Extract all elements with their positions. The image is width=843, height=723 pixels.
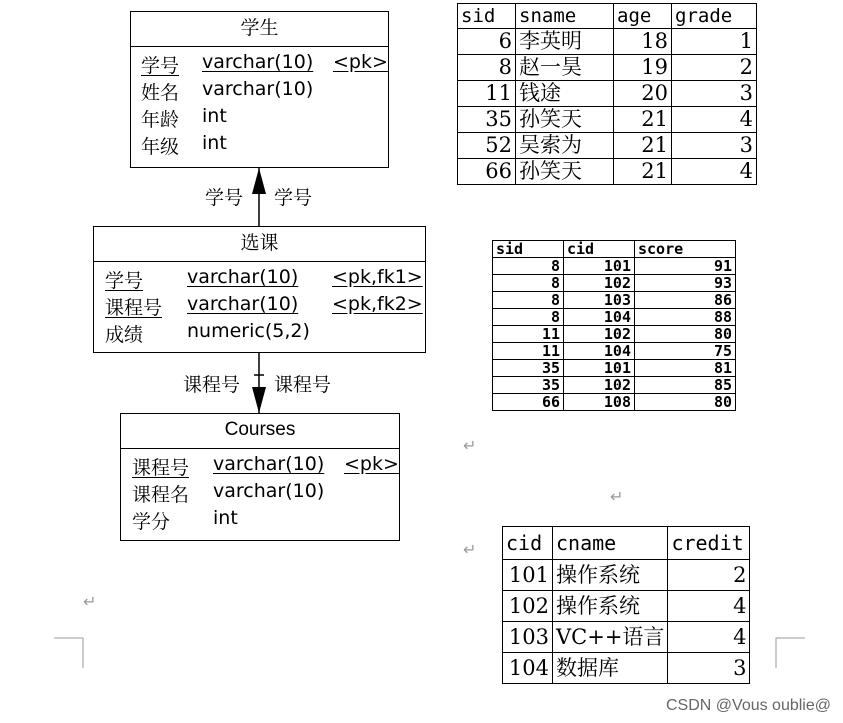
- attribute-type: varchar(10): [187, 266, 299, 288]
- table-cell: 102: [564, 326, 635, 343]
- table-cell: 11: [493, 343, 564, 360]
- attribute-type: int: [213, 507, 238, 529]
- table-row: [493, 394, 736, 411]
- table-row: [493, 377, 736, 394]
- table-cell: 李英明: [516, 29, 614, 55]
- page-corner-left-icon: [50, 634, 90, 674]
- page-corner-right-icon: [770, 634, 810, 674]
- table-cell: 91: [635, 258, 736, 275]
- table-cell: 102: [564, 377, 635, 394]
- table-row: [458, 81, 757, 107]
- table-cell: 80: [635, 394, 736, 411]
- table-cell: 21: [614, 107, 672, 133]
- column-header: sid: [493, 241, 564, 258]
- table-row: [458, 29, 757, 55]
- table-cell: 80: [635, 326, 736, 343]
- table-header-row: [503, 527, 750, 560]
- table-header-row: [493, 241, 736, 258]
- table-cell: 8: [493, 292, 564, 309]
- column-header: sid: [458, 4, 516, 29]
- table-cell: 钱途: [516, 81, 614, 107]
- table-cell: 数据库: [553, 653, 668, 684]
- attribute-key: <pk,fk1>: [332, 266, 423, 288]
- table-header-row: [458, 4, 757, 29]
- paragraph-mark-icon: ↵: [463, 540, 477, 559]
- table-cell: 3: [672, 133, 757, 159]
- table-cell: 104: [564, 343, 635, 360]
- table-cell: VC++语言: [553, 622, 668, 653]
- attribute-row: [94, 291, 425, 318]
- attribute-type: varchar(10): [213, 453, 325, 475]
- attribute-type: int: [202, 132, 227, 154]
- table-cell: 8: [493, 309, 564, 326]
- table-cell: 35: [493, 377, 564, 394]
- table-cell: 3: [672, 81, 757, 107]
- column-header: credit: [668, 527, 750, 560]
- table-cell: 108: [564, 394, 635, 411]
- attribute-row: [121, 451, 399, 478]
- table-cell: 35: [458, 107, 516, 133]
- attribute-row: [94, 318, 425, 345]
- table-cell: 52: [458, 133, 516, 159]
- table-cell: 11: [458, 81, 516, 107]
- table-cell: 35: [493, 360, 564, 377]
- table-cell: 21: [614, 159, 672, 185]
- relationship1-left-label: 学号: [205, 187, 244, 209]
- table-cell: 8: [493, 275, 564, 292]
- paragraph-mark-icon: ↵: [463, 436, 477, 455]
- scores-table: [492, 240, 736, 411]
- table-cell: 4: [668, 622, 750, 653]
- table-cell: 1: [672, 29, 757, 55]
- attribute-row: [94, 264, 425, 291]
- attribute-name: 课程名: [132, 484, 190, 506]
- table-row: [493, 326, 736, 343]
- table-cell: 75: [635, 343, 736, 360]
- attribute-name: 学号: [141, 55, 180, 77]
- table-cell: 101: [503, 560, 553, 591]
- table-cell: 操作系统: [553, 591, 668, 622]
- table-cell: 66: [493, 394, 564, 411]
- relationship2-left-label: 课程号: [183, 374, 241, 396]
- table-row: [503, 591, 750, 622]
- table-cell: 81: [635, 360, 736, 377]
- table-cell: 101: [564, 258, 635, 275]
- attribute-row: [131, 130, 388, 157]
- table-cell: 88: [635, 309, 736, 326]
- table-row: [458, 159, 757, 185]
- table-cell: 21: [614, 133, 672, 159]
- entity-enroll[interactable]: [93, 226, 426, 353]
- table-cell: 孙笑天: [516, 159, 614, 185]
- paragraph-mark-icon: ↵: [83, 592, 97, 611]
- attribute-name: 成绩: [105, 324, 144, 346]
- attribute-key: <pk>: [344, 453, 399, 475]
- entity-enroll-title: 选课: [94, 227, 425, 262]
- table-row: [493, 258, 736, 275]
- table-cell: 赵一昊: [516, 55, 614, 81]
- table-cell: 孙笑天: [516, 107, 614, 133]
- column-header: cid: [503, 527, 553, 560]
- table-cell: 101: [564, 360, 635, 377]
- attribute-type: varchar(10): [213, 480, 325, 502]
- arrowhead-up-icon: [252, 168, 266, 194]
- table-cell: 吴索为: [516, 133, 614, 159]
- table-cell: 103: [564, 292, 635, 309]
- table-row: [493, 292, 736, 309]
- table-cell: 102: [503, 591, 553, 622]
- table-cell: 18: [614, 29, 672, 55]
- entity-courses[interactable]: [120, 413, 400, 541]
- table-cell: 4: [668, 591, 750, 622]
- table-cell: 操作系统: [553, 560, 668, 591]
- table-cell: 2: [668, 560, 750, 591]
- attribute-type: numeric(5,2): [187, 320, 310, 342]
- table-cell: 11: [493, 326, 564, 343]
- courses-table: [502, 526, 750, 684]
- table-cell: 66: [458, 159, 516, 185]
- column-header: grade: [672, 4, 757, 29]
- attribute-type: int: [202, 105, 227, 127]
- attribute-row: [121, 478, 399, 505]
- attribute-type: varchar(10): [202, 51, 314, 73]
- table-row: [493, 309, 736, 326]
- table-cell: 103: [503, 622, 553, 653]
- column-header: sname: [516, 4, 614, 29]
- table-row: [503, 622, 750, 653]
- table-cell: 85: [635, 377, 736, 394]
- attribute-name: 课程号: [132, 457, 190, 479]
- attribute-row: [131, 76, 388, 103]
- attribute-name: 年级: [141, 136, 180, 158]
- table-row: [458, 107, 757, 133]
- entity-student-title: 学生: [131, 12, 388, 47]
- table-cell: 102: [564, 275, 635, 292]
- students-table: [457, 3, 757, 185]
- attribute-key: <pk,fk2>: [332, 293, 423, 315]
- table-row: [503, 560, 750, 591]
- relationship2-right-label: 课程号: [274, 374, 332, 396]
- column-header: age: [614, 4, 672, 29]
- attribute-row: [131, 103, 388, 130]
- column-header: score: [635, 241, 736, 258]
- table-row: [493, 275, 736, 292]
- relationship1-right-label: 学号: [274, 187, 313, 209]
- table-cell: 19: [614, 55, 672, 81]
- column-header: cid: [564, 241, 635, 258]
- table-cell: 93: [635, 275, 736, 292]
- attribute-type: varchar(10): [202, 78, 314, 100]
- attribute-name: 课程号: [105, 297, 163, 319]
- entity-courses-title: Courses: [121, 414, 399, 449]
- table-row: [503, 653, 750, 684]
- table-cell: 4: [672, 107, 757, 133]
- table-row: [458, 55, 757, 81]
- attribute-row: [121, 505, 399, 532]
- column-header: cname: [553, 527, 668, 560]
- watermark: CSDN @Vous oublie@: [666, 697, 831, 714]
- table-cell: 8: [493, 258, 564, 275]
- attribute-name: 学号: [105, 270, 144, 292]
- attribute-name: 学分: [132, 511, 171, 533]
- attribute-row: [131, 49, 388, 76]
- table-cell: 2: [672, 55, 757, 81]
- table-cell: 86: [635, 292, 736, 309]
- table-row: [493, 360, 736, 377]
- attribute-name: 年龄: [141, 109, 180, 131]
- table-cell: 104: [564, 309, 635, 326]
- paragraph-mark-icon: ↵: [610, 487, 624, 506]
- table-cell: 6: [458, 29, 516, 55]
- table-row: [493, 343, 736, 360]
- attribute-key: <pk>: [333, 51, 388, 73]
- table-cell: 8: [458, 55, 516, 81]
- table-cell: 104: [503, 653, 553, 684]
- table-cell: 20: [614, 81, 672, 107]
- arrowhead-down-icon: [252, 387, 266, 413]
- table-cell: 4: [672, 159, 757, 185]
- table-cell: 3: [668, 653, 750, 684]
- table-row: [458, 133, 757, 159]
- attribute-type: varchar(10): [187, 293, 299, 315]
- attribute-name: 姓名: [141, 82, 180, 104]
- entity-student[interactable]: [130, 11, 389, 168]
